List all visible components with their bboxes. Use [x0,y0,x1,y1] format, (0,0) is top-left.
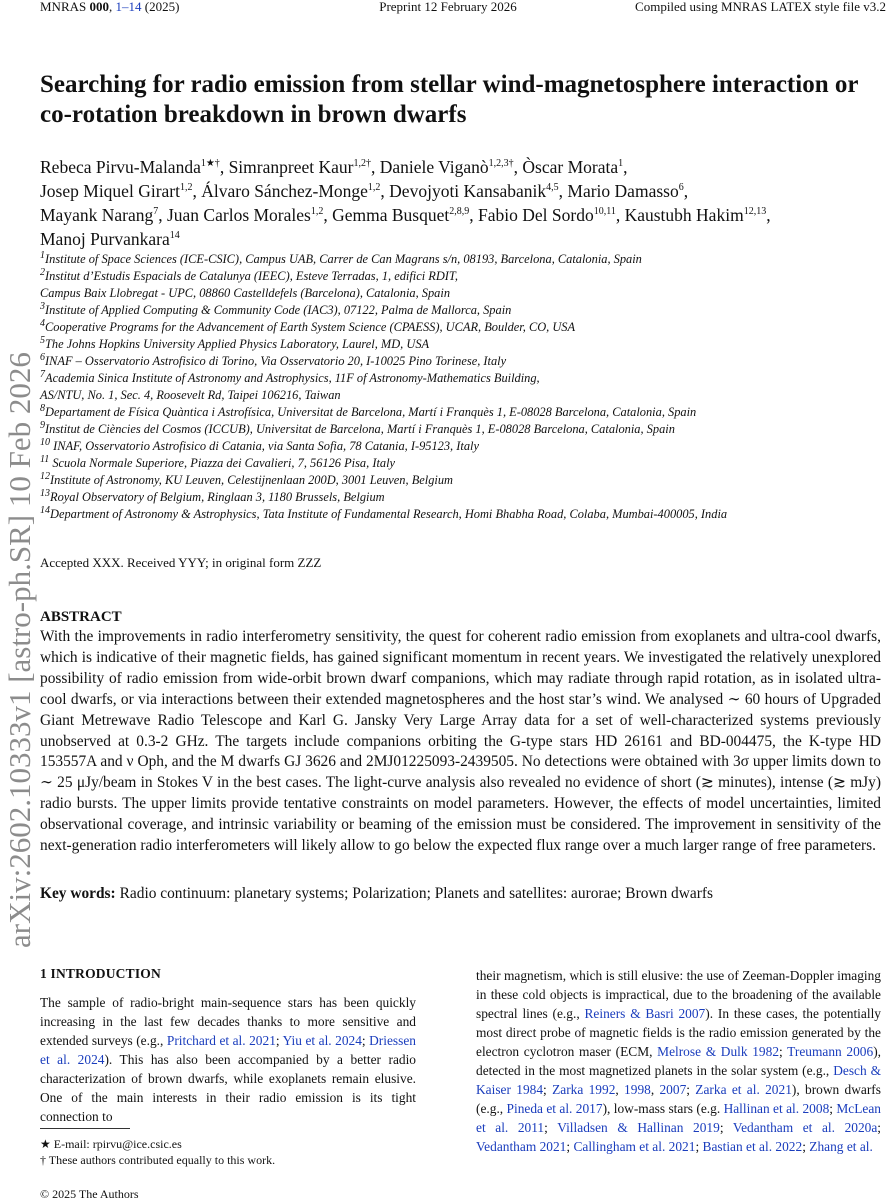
abstract-heading: ABSTRACT [40,609,122,625]
footnote-text: E-mail: rpirvu@ice.csic.es [50,1137,182,1151]
author[interactable] [625,205,767,225]
affiliation-text: Campus Baix Llobregat - UPC, 08860 Castelldefels (Barcelona), Catalonia, Spain [40,286,451,300]
author[interactable] [167,205,323,225]
journal-year: (2025) [141,0,180,14]
arxiv-identifier-stamp: arXiv:2602.10333v1 [astro-ph.SR] 10 Feb 2026 [2,352,37,948]
citation-link[interactable]: 1998 [624,1082,651,1097]
author[interactable] [40,181,192,201]
body-text: ; [543,1082,553,1097]
affiliation-text: Cooperative Programs for the Advancement of Earth System Science (CPAESS), UCAR, Boulder, CO, USA [45,320,576,334]
body-text: ; [695,1139,703,1154]
affiliation-number: 13 [40,487,50,499]
body-text: ; [544,1120,558,1135]
affiliation [40,285,890,302]
body-text: ; [779,1044,788,1059]
body-text: ), detected in the most magnetized planets in the solar system (e.g., [476,1044,881,1078]
author-affiliation-mark: 1★† [200,158,220,170]
keywords-label: Key words: [40,885,116,902]
keywords-line [40,884,713,904]
citation-link[interactable]: Zhang et al. [809,1139,873,1154]
body-text: ; [361,1033,370,1048]
body-text: ), low-mass stars (e.g. [602,1101,724,1116]
author-name: Josep Miquel Girart [40,181,180,201]
citation-link[interactable]: Yiu et al. 2024 [282,1033,362,1048]
citation-link[interactable]: Desch & Kaiser 1984 [476,1063,881,1097]
page-range-link[interactable]: 1–14 [115,0,142,14]
citation-link[interactable]: Hallinan et al. 2008 [723,1101,830,1116]
journal-volume: 000 [89,0,109,14]
citation-link[interactable]: Pritchard et al. 2021 [166,1033,276,1048]
section-heading-introduction: 1 INTRODUCTION [40,966,161,981]
body-text: ; [802,1139,810,1154]
affiliation [40,506,890,523]
footnote-divider [40,1128,130,1129]
affiliation-text: Institut de Ciències del Cosmos (ICCUB), Universitat de Barcelona, Martí i Franquès 1, E-08028 Barcelona, Catalonia, Spain [45,422,675,436]
affiliation-number: 3 [40,300,45,312]
citation-link[interactable]: Villadsen & Hallinan 2019 [557,1120,720,1135]
affiliation-text: Departament de Física Quàntica i Astrofísica, Universitat de Barcelona, Martí i Franquès 1, E-08028 Barcelona, Catalonia, Spain [45,405,697,419]
journal-reference: MNRAS 000, 1–14 (2025) [40,0,180,14]
author-affiliation-mark: 1,2 [310,206,324,218]
author-name: Òscar Morata [522,157,619,177]
author[interactable] [40,205,158,225]
affiliation [40,472,890,489]
citation-link[interactable]: Reiners & Basri 2007 [584,1006,706,1021]
author[interactable] [40,229,180,249]
author-affiliation-mark: 1,2 [179,182,193,194]
body-text: ; [829,1101,837,1116]
affiliation-text: INAF, Osservatorio Astrofisico di Catania, via Santa Sofia, 78 Catania, I-95123, Italy [50,439,479,453]
author[interactable] [201,181,380,201]
affiliation-number: 10 [40,436,50,448]
affiliation-number: 5 [40,334,45,346]
body-text: , [615,1082,625,1097]
footnote-text: These authors contributed equally to this work. [46,1153,276,1167]
intro-right-column [476,966,881,1156]
keywords-text: Radio continuum: planetary systems; Polarization; Planets and satellites: aurorae; Brown dwarfs [119,885,713,902]
affiliation-number: 6 [40,351,45,363]
body-text: ; [719,1120,733,1135]
body-text: The sample of radio-bright main-sequence stars has been quickly increasing in the last few decades thanks to more sensitive and extended surveys (e.g., [40,995,416,1048]
citation-link[interactable]: Treumann 2006 [787,1044,874,1059]
author[interactable] [40,157,220,177]
affiliation-text: INAF – Osservatorio Astrofisico di Torino, Via Osservatorio 20, I-10025 Pino Torinese, Italy [45,354,507,368]
affiliation-text: Scuola Normale Superiore, Piazza dei Cavalieri, 7, 56126 Pisa, Italy [49,456,396,470]
affiliation [40,302,890,319]
author-affiliation-mark: 7 [153,206,159,218]
author[interactable] [567,181,683,201]
body-text: ; [566,1139,574,1154]
body-text: ). This has also been accompanied by a better radio characterization of brown dwarfs, while exoplanets remain elusive. One of the main interests in their radio emission is its tight connection to [40,1052,416,1124]
compiled-note: Compiled using MNRAS LATEX style file v3.2 [635,0,886,14]
affiliation-number: 14 [40,504,50,516]
affiliation-number: 4 [40,317,45,329]
citation-link[interactable]: McLean et al. 2011 [476,1101,881,1135]
copyright-notice: © 2025 The Authors [40,1187,139,1201]
citation-link[interactable]: Driessen et al. 2024 [40,1033,416,1067]
body-text: ; [275,1033,283,1048]
citation-link[interactable]: Callingham et al. 2021 [573,1139,696,1154]
citation-link[interactable]: Bastian et al. 2022 [702,1139,803,1154]
citation-link[interactable]: 2007 [659,1082,687,1097]
body-text: , [650,1082,660,1097]
author[interactable] [229,157,371,177]
author-name: Devojyoti Kansabanik [389,181,547,201]
citation-link[interactable]: Zarka et al. 2021 [695,1082,792,1097]
body-text: ). In these cases, the potentially most direct probe of magnetic fields is the radio emission generated by the electron cyclotron maser (ECM, [476,1006,881,1059]
citation-link[interactable]: Melrose & Dulk 1982 [657,1044,780,1059]
affiliation-text: Royal Observatory of Belgium, Ringlaan 3, 1180 Brussels, Belgium [50,490,385,504]
paper-title: Searching for radio emission from stellar wind-magnetosphere interaction or co-rotation breakdown in brown dwarfs [40,71,859,128]
affiliation-text: Institute of Space Sciences (ICE-CSIC), Campus UAB, Carrer de Can Magrans s/n, 08193, Barcelona, Catalonia, Spain [45,252,642,266]
author-name: Daniele Viganò [379,157,489,177]
footnote [40,1152,420,1168]
author-name: Álvaro Sánchez-Monge [201,181,368,201]
preprint-date: Preprint 12 February 2026 [379,0,517,14]
author-name: Rebeca Pirvu-Malanda [40,157,201,177]
acceptance-note: Accepted XXX. Received YYY; in original form ZZZ [40,555,322,570]
affiliation [40,319,890,336]
body-text: ; [686,1082,696,1097]
affiliation [40,268,890,285]
affiliation-text: Institute of Astronomy, KU Leuven, Celestijnenlaan 200D, 3001 Leuven, Belgium [50,473,453,487]
affiliation-number: 1 [40,249,45,261]
body-text: ), brown dwarfs (e.g., [476,1082,881,1116]
journal-name: MNRAS [40,0,90,14]
affiliation [40,455,890,472]
author-list: Rebeca Pirvu-Malanda$^{1★\dagger}$, Simranpreet Kaur$^{1,2\dagger}$, Daniele Viganò$^{1,2,3\dagger}$, Òscar Morata$^1$, Josep Miquel Girart$^{1,2}$, Álvaro Sánchez-Monge$^{1,2}$, Devojyoti Kansabanik$^{4,5}$, Mario Damasso$^6$, Mayank Narang$^7$, Juan Carlos Morales$^{1,2}$, Gemma Busquet$^{2,8,9}$, Fabio Del Sordo$^{10,11}$, Kaustubh Hakim$^{12,13}$, Manoj Purvankara$^{14}$ [40,157,771,249]
author-name: Kaustubh Hakim [624,205,744,225]
author-name: Juan Carlos Morales [166,205,311,225]
author-name: Manoj Purvankara [40,229,170,249]
affiliation [40,421,890,438]
affiliation-number: 8 [40,402,45,414]
affiliation-number: 7 [40,368,45,380]
body-text: ; [877,1120,882,1135]
affiliation-number: 12 [40,470,50,482]
author-affiliation-mark: 4,5 [546,182,559,194]
affiliation-list [40,251,890,523]
citation-link[interactable]: Zarka 1992 [552,1082,616,1097]
affiliation [40,387,890,404]
author-affiliation-mark: 1,2 [367,182,381,194]
author-affiliation-mark: 6 [678,182,684,194]
author-name: Gemma Busquet [332,205,450,225]
footnotes [40,1136,420,1168]
author[interactable] [478,205,616,225]
affiliation [40,370,890,387]
author-name: Mayank Narang [40,205,154,225]
affiliation [40,336,890,353]
abstract-text: With the improvements in radio interferometry sensitivity, the quest for coherent radio emission from exoplanets and ultra-cool dwarfs, which is indicative of their magnetic fields, has gained significant momentum in recent years. We investigated the relatively unexplored possibility of radio emission from wide-orbit brown dwarf companions, which may radiate through rapid rotation, as in isolated ultra-cool dwarfs, or via interactions between their extended magnetospheres and the host star’s wind. We analysed ∼ 60 hours of Upgraded Giant Metrewave Radio Telescope and Karl G. Jansky Very Large Array data for a set of well-characterized systems previously unobserved at 0.3-2 GHz. The targets include companions orbiting the G-type stars HD 26161 and BD-004475, the K-type HD 153557A and ν Oph, and the M dwarfs GJ 3626 and 2MJ01225093-2439505. No detections were obtained with 3σ upper limits down to ∼ 25 μJy/beam in Stokes V in the best cases. The light-curve analysis also revealed no evidence of short (≳ minutes), intense (≳ mJy) radio bursts. The upper limits provide tentative constraints on model parameters. However, the effects of model uncertainties, limited observational coverage, and intrinsic variability or beaming of the emission must be considered. The improvement in sensitivity of the next-generation radio interferometers will likely allow to go below the expected flux range over a much larger range of free parameters. [40,628,881,855]
author-affiliation-mark: 12,13 [743,206,767,218]
affiliation-text: Department of Astronomy & Astrophysics, Tata Institute of Fundamental Research, Homi Bhabha Road, Colaba, Mumbai-400005, India [50,507,728,521]
author-name: Fabio Del Sordo [478,205,594,225]
affiliation [40,251,890,268]
footnote-mark: ★ [40,1137,51,1151]
citation-link[interactable]: Pineda et al. 2017 [506,1101,603,1116]
affiliation [40,404,890,421]
affiliation-number: 9 [40,419,45,431]
author-affiliation-mark: 1,2,3† [488,158,514,170]
author[interactable] [380,157,514,177]
affiliation-text: The Johns Hopkins University Applied Physics Laboratory, Laurel, MD, USA [45,337,430,351]
affiliation-text: Institute of Applied Computing & Community Code (IAC3), 07122, Palma de Mallorca, Spain [45,303,512,317]
author-affiliation-mark: 1 [618,158,624,170]
affiliation [40,489,890,506]
affiliation-number: 11 [40,453,50,465]
author-affiliation-mark: 1,2† [353,158,371,170]
citation-link[interactable]: Vedantham 2021 [476,1139,567,1154]
author[interactable] [389,181,558,201]
affiliation-text: AS/NTU, No. 1, Sec. 4, Roosevelt Rd, Taipei 106216, Taiwan [40,388,341,402]
author[interactable] [332,205,469,225]
author-affiliation-mark: 14 [169,230,180,242]
author-name: Mario Damasso [567,181,679,201]
affiliation-number: 2 [40,266,45,278]
author-affiliation-mark: 2,8,9 [449,206,470,218]
author-name: Simranpreet Kaur [228,157,354,177]
body-text: their magnetism, which is still elusive: the use of Zeeman-Doppler imaging in these cold objects is impractical, due to the broadening of the available spectral lines (e.g., [476,968,881,1021]
author[interactable] [522,157,623,177]
footnote [40,1136,420,1152]
footnote-mark: † [40,1153,46,1167]
affiliation [40,353,890,370]
intro-left-column [40,993,416,1126]
author-affiliation-mark: 10,11 [593,206,616,218]
affiliation-text: Academia Sinica Institute of Astronomy and Astrophysics, 11F of Astronomy-Mathematics Building, [45,371,540,385]
affiliation-text: Institut d’Estudis Espacials de Catalunya (IEEC), Esteve Terradas, 1, edifici RDIT, [45,269,458,283]
citation-link[interactable]: Vedantham et al. 2020a [732,1120,878,1135]
affiliation [40,438,890,455]
